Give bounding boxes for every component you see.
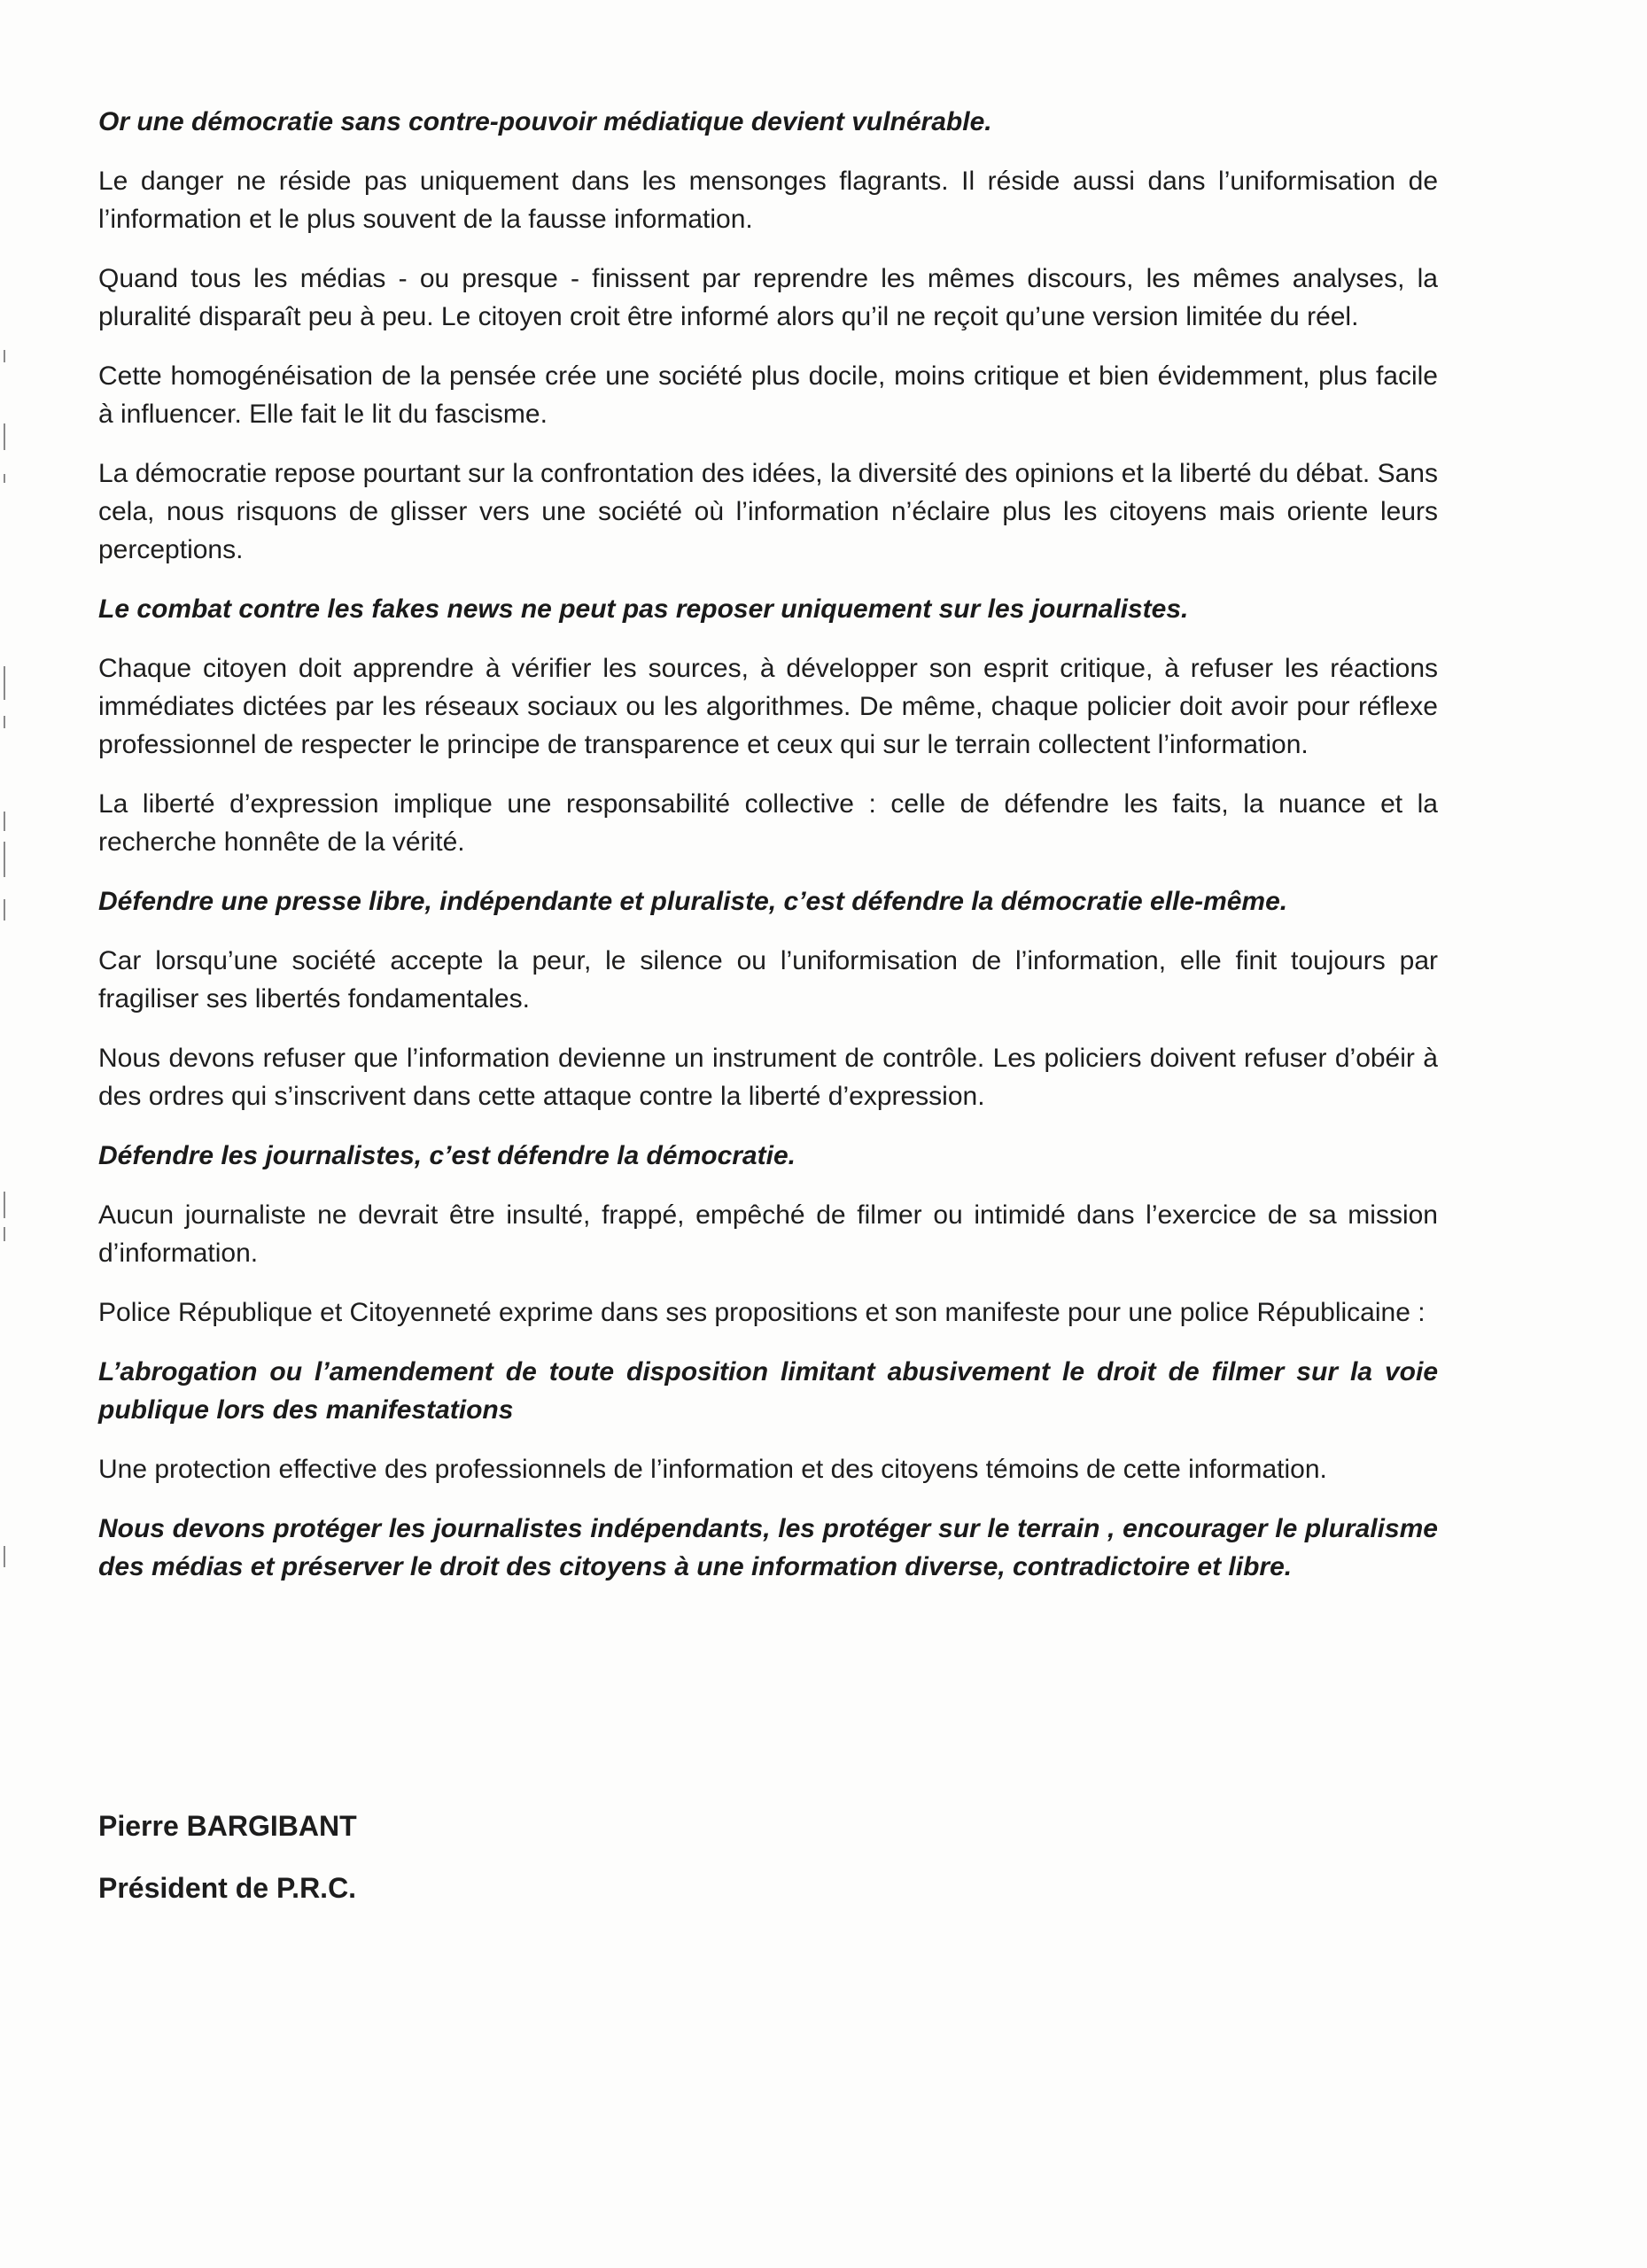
paragraph: Police République et Citoyenneté exprime dans ses propositions et son manifeste pour une police Républicaine : bbox=[98, 1298, 1426, 1327]
scan-margin-mark bbox=[4, 1192, 5, 1218]
paragraph: Car lorsqu’une société accepte la peur, le silence ou l’uniformisation de l’information, elle finit toujours par fragiliser ses libertés fondamentales. bbox=[98, 946, 1438, 1014]
paragraph: L’abrogation ou l’amendement de toute disposition limitant abusivement le droit de filmer sur la voie publique lors des manifestations bbox=[98, 1357, 1438, 1425]
paragraph: Or une démocratie sans contre-pouvoir médiatique devient vulnérable. bbox=[98, 107, 992, 136]
signatory-name: Pierre BARGIBANT bbox=[98, 1810, 357, 1842]
paragraph: Défendre les journalistes, c’est défendre la démocratie. bbox=[98, 1141, 796, 1170]
signature-block bbox=[98, 1807, 357, 1931]
scan-margin-mark bbox=[4, 716, 5, 728]
paragraph: Défendre une presse libre, indépendante et pluraliste, c’est défendre la démocratie elle-même. bbox=[98, 887, 1288, 916]
scan-margin-mark bbox=[4, 1546, 5, 1567]
scan-margin-mark bbox=[4, 666, 5, 700]
paragraph: Chaque citoyen doit apprendre à vérifier les sources, à développer son esprit critique, à refuser les réactions immédiates dictées par les réseaux sociaux ou les algorithmes. De même, chaque policier doit avoir pour réflexe professionnel de respecter le principe de transparence et ceux qui sur le terrain collectent l’information. bbox=[98, 654, 1438, 759]
paragraph: Une protection effective des professionnels de l’information et des citoyens témoins de cette information. bbox=[98, 1455, 1327, 1484]
scan-margin-mark bbox=[4, 812, 5, 831]
scan-margin-mark bbox=[4, 1227, 5, 1241]
scan-margin-mark bbox=[4, 350, 5, 362]
scan-margin-mark bbox=[4, 842, 5, 877]
paragraph: Aucun journaliste ne devrait être insulté, frappé, empêché de filmer ou intimidé dans l’exercice de sa mission d’information. bbox=[98, 1200, 1438, 1268]
paragraph: Le danger ne réside pas uniquement dans les mensonges flagrants. Il réside aussi dans l’uniformisation de l’information et le plus souvent de la fausse information. bbox=[98, 167, 1438, 234]
signatory-title: Président de P.R.C. bbox=[98, 1872, 357, 1904]
scan-margin-mark bbox=[4, 899, 5, 920]
paragraph: Quand tous les médias - ou presque - finissent par reprendre les mêmes discours, les mêmes analyses, la pluralité disparaît peu à peu. Le citoyen croit être informé alors qu’il ne reçoit qu’une version limitée du réel. bbox=[98, 264, 1438, 331]
paragraph: Le combat contre les fakes news ne peut pas reposer uniquement sur les journalistes. bbox=[98, 594, 1189, 624]
paragraph: La liberté d’expression implique une responsabilité collective : celle de défendre les faits, la nuance et la recherche honnête de la vérité. bbox=[98, 789, 1438, 857]
letter-body bbox=[98, 103, 1438, 1607]
paragraph: Cette homogénéisation de la pensée crée une société plus docile, moins critique et bien évidemment, plus facile à influencer. Elle fait le lit du fascisme. bbox=[98, 361, 1438, 429]
paragraph: Nous devons protéger les journalistes indépendants, les protéger sur le terrain , encourager le pluralisme des médias et préserver le droit des citoyens à une information diverse, contradictoire et libre. bbox=[98, 1514, 1438, 1581]
scan-margin-mark bbox=[4, 474, 5, 483]
paragraph: Nous devons refuser que l’information devienne un instrument de contrôle. Les policiers doivent refuser d’obéir à des ordres qui s’inscrivent dans cette attaque contre la liberté d’expression. bbox=[98, 1044, 1438, 1111]
scan-margin-mark bbox=[4, 423, 5, 450]
paragraph: La démocratie repose pourtant sur la confrontation des idées, la diversité des opinions et la liberté du débat. Sans cela, nous risquons de glisser vers une société où l’information n’éclaire plus les citoyens mais oriente leurs perceptions. bbox=[98, 459, 1438, 564]
